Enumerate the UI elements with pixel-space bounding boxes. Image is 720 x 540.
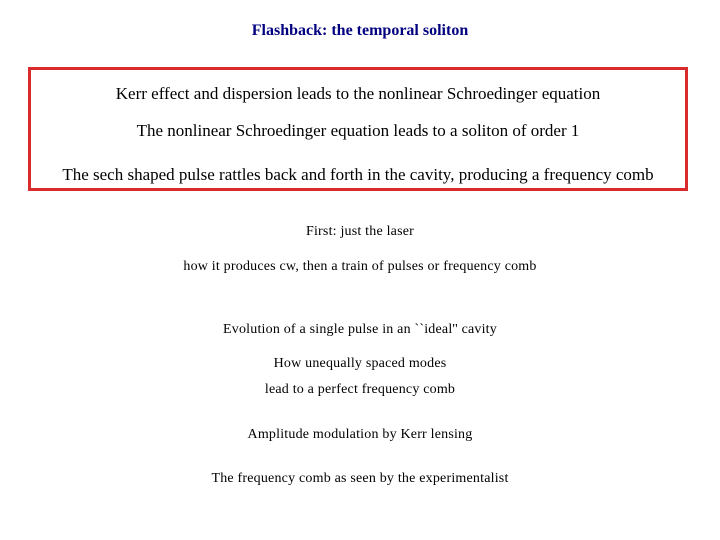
outline-item-first: First: just the laser [305, 224, 415, 239]
outline-item-perfect-comb: lead to a perfect frequency comb [264, 382, 456, 397]
slide-title: Flashback: the temporal soliton [251, 22, 469, 39]
outline-item-single-pulse: Evolution of a single pulse in an ``ideal'' cavity [223, 322, 497, 337]
outline-item-unequal-modes: How unequally spaced modes [273, 356, 447, 371]
summary-line-sech-pulse: The sech shaped pulse rattles back and forth in the cavity, producing a frequency comb [62, 165, 654, 184]
summary-line-soliton: The nonlinear Schroedinger equation leads to a soliton of order 1 [136, 121, 580, 140]
outline-item-experimentalist: The frequency comb as seen by the experimentalist [211, 471, 509, 486]
outline-item-kerr-lensing: Amplitude modulation by Kerr lensing [247, 427, 473, 442]
summary-line-kerr: Kerr effect and dispersion leads to the nonlinear Schroedinger equation [115, 84, 601, 103]
outline-item-cw-train: how it produces cw, then a train of pulses or frequency comb [183, 259, 537, 274]
summary-box [28, 67, 688, 191]
